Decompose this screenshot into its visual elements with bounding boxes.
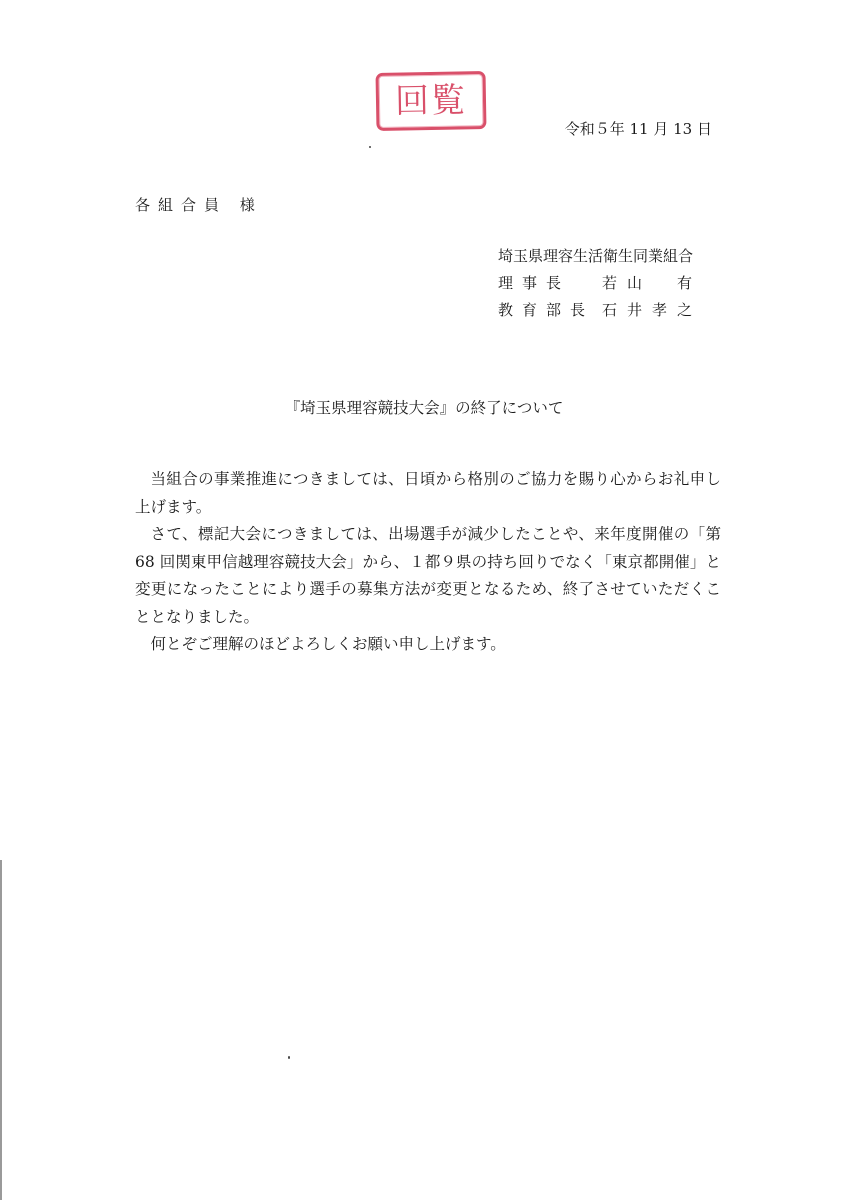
scan-speck [369, 146, 371, 148]
circulation-stamp: 回覧 [376, 71, 487, 131]
sender-title: 理事長 [498, 274, 571, 292]
body-paragraph: 何とぞご理解のほどよろしくお願い申し上げます。 [150, 635, 506, 653]
sender-title: 教育部長 [498, 301, 595, 319]
sender-row-education-head [498, 297, 702, 324]
scan-speck [288, 1056, 290, 1059]
sender-name: 若山 有 [602, 274, 703, 292]
body-paragraph: さて、標記大会につきましては、出場選手が減少したことや、来年度開催の「第 68 回関東甲信越理容競技大会」から、１都９県の持ち回りでなく「東京都開催」と変更になったことにより選手の募集方法が変更となるため、終了させていただくこととなりました。 [135, 525, 721, 626]
body-paragraph: 当組合の事業推進につきましては、日頃から格別のご協力を賜り心からお礼申し上げます。 [135, 470, 721, 516]
sender-row-chairman [498, 270, 702, 297]
recipient-line: 各組合員 様 [135, 196, 263, 214]
sender-name: 石井孝之 [602, 301, 703, 319]
issue-date: 令和５年 11 月 13 日 [564, 120, 712, 138]
document-body [135, 466, 721, 659]
sender-block [498, 243, 702, 324]
document-subject: 『埼玉県理容競技大会』の終了について [284, 399, 564, 417]
sender-organization: 埼玉県理容生活衛生同業組合 [498, 247, 694, 265]
scan-edge-line [0, 860, 2, 1200]
